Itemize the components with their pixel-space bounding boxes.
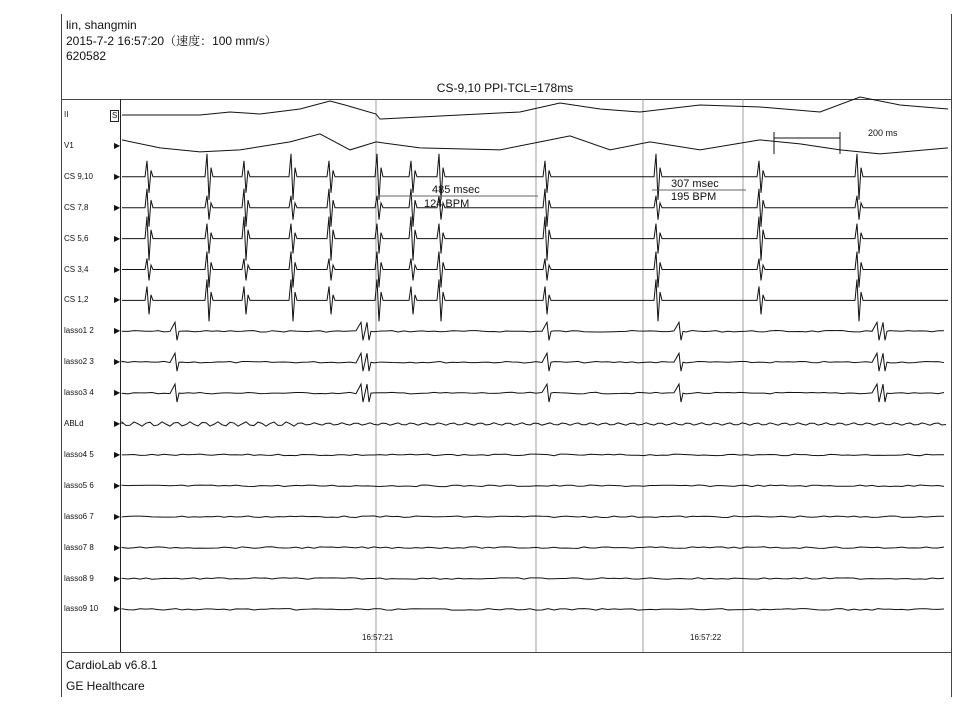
channel-label: lasso8 9 — [64, 573, 94, 583]
caliper-1-interval: 485 msec — [432, 184, 480, 196]
channel-label: lasso7 8 — [64, 542, 94, 552]
vendor-name: GE Healthcare — [66, 679, 145, 693]
trace-lasso1-2 — [122, 322, 944, 340]
channel-marker[interactable]: ▶ — [114, 511, 121, 521]
channel-marker[interactable]: ▶ — [114, 388, 121, 398]
trace-lasso9-10 — [122, 609, 944, 611]
trace-cs-7-8 — [122, 189, 948, 227]
time-label-2: 16:57:22 — [690, 633, 722, 642]
channel-label: lasso5 6 — [64, 480, 94, 490]
channel-marker[interactable]: ▶ — [114, 604, 121, 614]
recording-datetime: 2015-7-2 16:57:20（速度：100 mm/s） — [66, 34, 277, 48]
channel-label: ABLd — [64, 419, 84, 428]
caliper-1-rate: 124 BPM — [424, 198, 470, 210]
trace-lasso2-3 — [122, 353, 944, 371]
channel-label: lasso1 2 — [64, 326, 94, 336]
channel-marker[interactable]: ▶ — [114, 233, 121, 243]
trace-lasso8-9 — [122, 578, 944, 580]
channel-label: CS 1,2 — [64, 295, 89, 305]
patient-name: lin, shangmin — [66, 18, 137, 32]
channel-label: CS 7,8 — [64, 202, 89, 212]
trace-lasso4-5 — [122, 454, 944, 456]
channel-marker[interactable]: ▶ — [114, 449, 121, 459]
channel-label: CS 3,4 — [64, 264, 89, 274]
channel-label: CS 5,6 — [64, 233, 89, 243]
channel-marker[interactable]: ▶ — [114, 573, 121, 583]
channel-marker[interactable]: ▶ — [114, 295, 121, 305]
trace-lasso3-4 — [122, 384, 944, 402]
time-label-1: 16:57:21 — [362, 633, 394, 642]
channel-label: lasso3 4 — [64, 388, 94, 398]
active-channel-marker[interactable]: S — [112, 111, 118, 120]
channel-marker[interactable]: ▶ — [114, 140, 121, 150]
channel-label: II — [64, 110, 69, 119]
trace-lasso6-7 — [122, 516, 944, 518]
channel-marker[interactable]: ▶ — [114, 326, 121, 336]
channel-label: lasso6 7 — [64, 511, 94, 521]
trace-abld — [122, 422, 946, 426]
channel-label: CS 9,10 — [64, 171, 93, 181]
trace-lasso7-8 — [122, 547, 944, 549]
channel-marker[interactable]: ▶ — [114, 419, 121, 428]
trace-cs-9-10 — [122, 154, 948, 200]
caliper-2-rate: 195 BPM — [671, 191, 717, 203]
trace-ii — [122, 97, 948, 119]
channel-label: lasso4 5 — [64, 449, 94, 459]
trace-v1 — [122, 134, 948, 154]
channel-label: lasso9 10 — [64, 604, 99, 614]
channel-label: lasso2 3 — [64, 357, 94, 367]
channel-marker[interactable]: ▶ — [114, 542, 121, 552]
trace-lasso5-6 — [122, 485, 944, 487]
trace-cs-1-2 — [122, 279, 948, 321]
channel-marker[interactable]: ▶ — [114, 264, 121, 274]
scale-bar-label: 200 ms — [868, 128, 898, 138]
software-version: CardioLab v6.8.1 — [66, 658, 158, 672]
channel-marker[interactable]: ▶ — [114, 480, 121, 490]
channel-marker[interactable]: ▶ — [114, 202, 121, 212]
channel-marker[interactable]: ▶ — [114, 171, 121, 181]
channel-label: V1 — [64, 140, 74, 150]
channel-marker[interactable]: ▶ — [114, 357, 121, 367]
caliper-2-interval: 307 msec — [671, 178, 719, 190]
plot-title: CS-9,10 PPI-TCL=178ms — [436, 81, 574, 95]
patient-id: 620582 — [66, 49, 107, 63]
